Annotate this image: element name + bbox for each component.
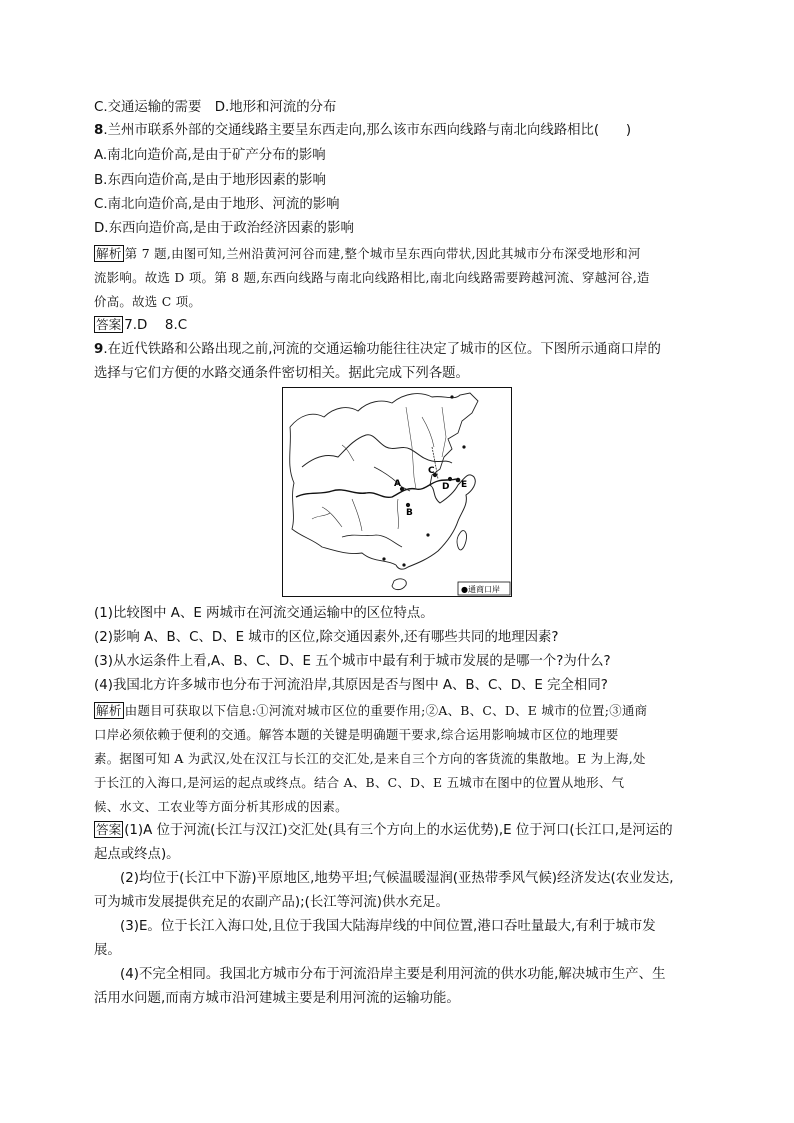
q8-stem	[94, 121, 631, 141]
answer-9-text-1: (1)A 位于河流(长江与汉江)交汇处(具有三个方向上的水运优势),E 位于河口(长江口,是河运的	[124, 823, 673, 838]
analysis-78-line-1	[94, 244, 641, 264]
answer-9-line-6: 展。	[94, 943, 121, 958]
q8-option-c: C.南北向造价高,是由于地形、河流的影响	[94, 197, 340, 212]
analysis-9-line-3: 素。据图可知 A 为武汉,处在汉江与长江的交汇处,是来自三个方向的客货流的集散地。E 为上海,处	[94, 751, 646, 766]
port-e-dot	[456, 478, 461, 483]
q8-option-b: B.东西向造价高,是由于地形因素的影响	[94, 173, 326, 188]
map-label-a: A	[394, 479, 401, 489]
q9-sub-1: (1)比较图中 A、E 两城市在河流交通运输中的区位特点。	[94, 606, 434, 621]
q9-stem-text-1: .在近代铁路和公路出现之前,河流的交通运输功能往往决定了城市的区位。下图所示通商口岸的	[103, 342, 661, 357]
answer-9-line-3: (2)均位于(长江中下游)平原地区,地势平坦;气候温暖湿润(亚热带季风气候)经济发达(农业发达,	[120, 871, 674, 886]
answer-9-line-5: (3)E。位于长江入海口处,且位于我国大陆海岸线的中间位置,港口吞吐量最大,有利于城市发	[120, 919, 656, 934]
q8-option-a: A.南北向造价高,是由于矿产分布的影响	[94, 148, 326, 163]
port-north-1	[450, 395, 453, 398]
map-label-c: C	[428, 466, 435, 476]
map-legend: ●通商口岸	[461, 585, 500, 594]
analysis-9-line-5: 候、水文、工农业等方面分析其形成的因素。	[94, 799, 348, 814]
answer-78	[94, 316, 187, 336]
trade-ports-map	[282, 387, 512, 597]
analysis-78-line-2: 流影响。故选 D 项。第 8 题,东西向线路与南北向线路相比,南北向线路需要跨越河流、穿越河谷,造	[94, 270, 650, 285]
q9-sub-3: (3)从水运条件上看,A、B、C、D、E 五个城市中最有利于城市发展的是哪一个?为什么?	[94, 654, 611, 669]
map-label-e: E	[461, 480, 468, 490]
analysis-9-line-4: 于长江的入海口,是河运的起点或终点。结合 A、B、C、D、E 五城市在图中的位置从地形、气	[94, 775, 625, 790]
answer-9-line-4: 可为城市发展提供充足的农副产品);(长江等河流)供水充足。	[94, 895, 449, 910]
q9-number: 9	[94, 342, 104, 357]
port-d-dot	[448, 477, 452, 481]
q8-number: 8	[94, 123, 104, 138]
q9-stem-line-2: 选择与它们方便的水路交通条件密切相关。据此完成下列各题。	[94, 366, 469, 381]
answer-9-line-7: (4)不完全相同。我国北方城市分布于河流沿岸主要是利用河流的供水功能,解决城市生产、生	[120, 967, 666, 982]
answer-9-line-8: 活用水问题,而南方城市沿河建城主要是利用河流的运输功能。	[94, 991, 460, 1006]
q9-sub-4: (4)我国北方许多城市也分布于河流沿岸,其原因是否与图中 A、B、C、D、E 完全相同?	[94, 678, 608, 693]
answer-9-line-2: 起点或终点)。	[94, 847, 180, 862]
port-north-2	[462, 445, 465, 448]
q8-stem-text: .兰州市联系外部的交通线路主要呈东西走向,那么该市东西向线路与南北向线路相比( )	[103, 123, 632, 138]
port-b-dot	[406, 503, 410, 507]
analysis-78-text-1: 第 7 题,由图可知,兰州沿黄河河谷而建,整个城市呈东西向带状,因此其城市分布深受地形和河	[124, 246, 641, 261]
analysis-9-line-1	[94, 701, 647, 721]
analysis-9-line-2: 口岸必须依赖于便利的交通。解答本题的关键是明确题干要求,综合运用影响城市区位的地理要	[94, 727, 619, 742]
q8-option-d: D.东西向造价高,是由于政治经济因素的影响	[94, 221, 354, 236]
analysis-9-text-1: 由题目可获取以下信息:①河流对城市区位的重要作用;②A、B、C、D、E 城市的位置;③通商	[124, 703, 648, 718]
port-south-3	[382, 557, 385, 560]
q9-sub-2: (2)影响 A、B、C、D、E 城市的区位,除交通因素外,还有哪些共同的地理因素?	[94, 630, 559, 645]
answer-9-line-1	[94, 821, 673, 841]
answer-label: 答案	[96, 317, 122, 332]
analysis-9-label: 解析	[96, 703, 122, 718]
port-south-2	[402, 563, 405, 566]
map-frame	[283, 388, 512, 597]
port-south-1	[426, 533, 429, 536]
map-label-d: D	[442, 482, 450, 492]
analysis-label: 解析	[96, 246, 122, 261]
q9-stem-line-1	[94, 340, 661, 360]
answer-9-label: 答案	[96, 822, 122, 837]
analysis-78-line-3: 价高。故选 C 项。	[94, 294, 202, 309]
answer-78-text: 7.D 8.C	[124, 318, 188, 333]
map-label-b: B	[406, 508, 413, 518]
q7-options-cd: C.交通运输的需要 D.地形和河流的分布	[94, 100, 337, 115]
